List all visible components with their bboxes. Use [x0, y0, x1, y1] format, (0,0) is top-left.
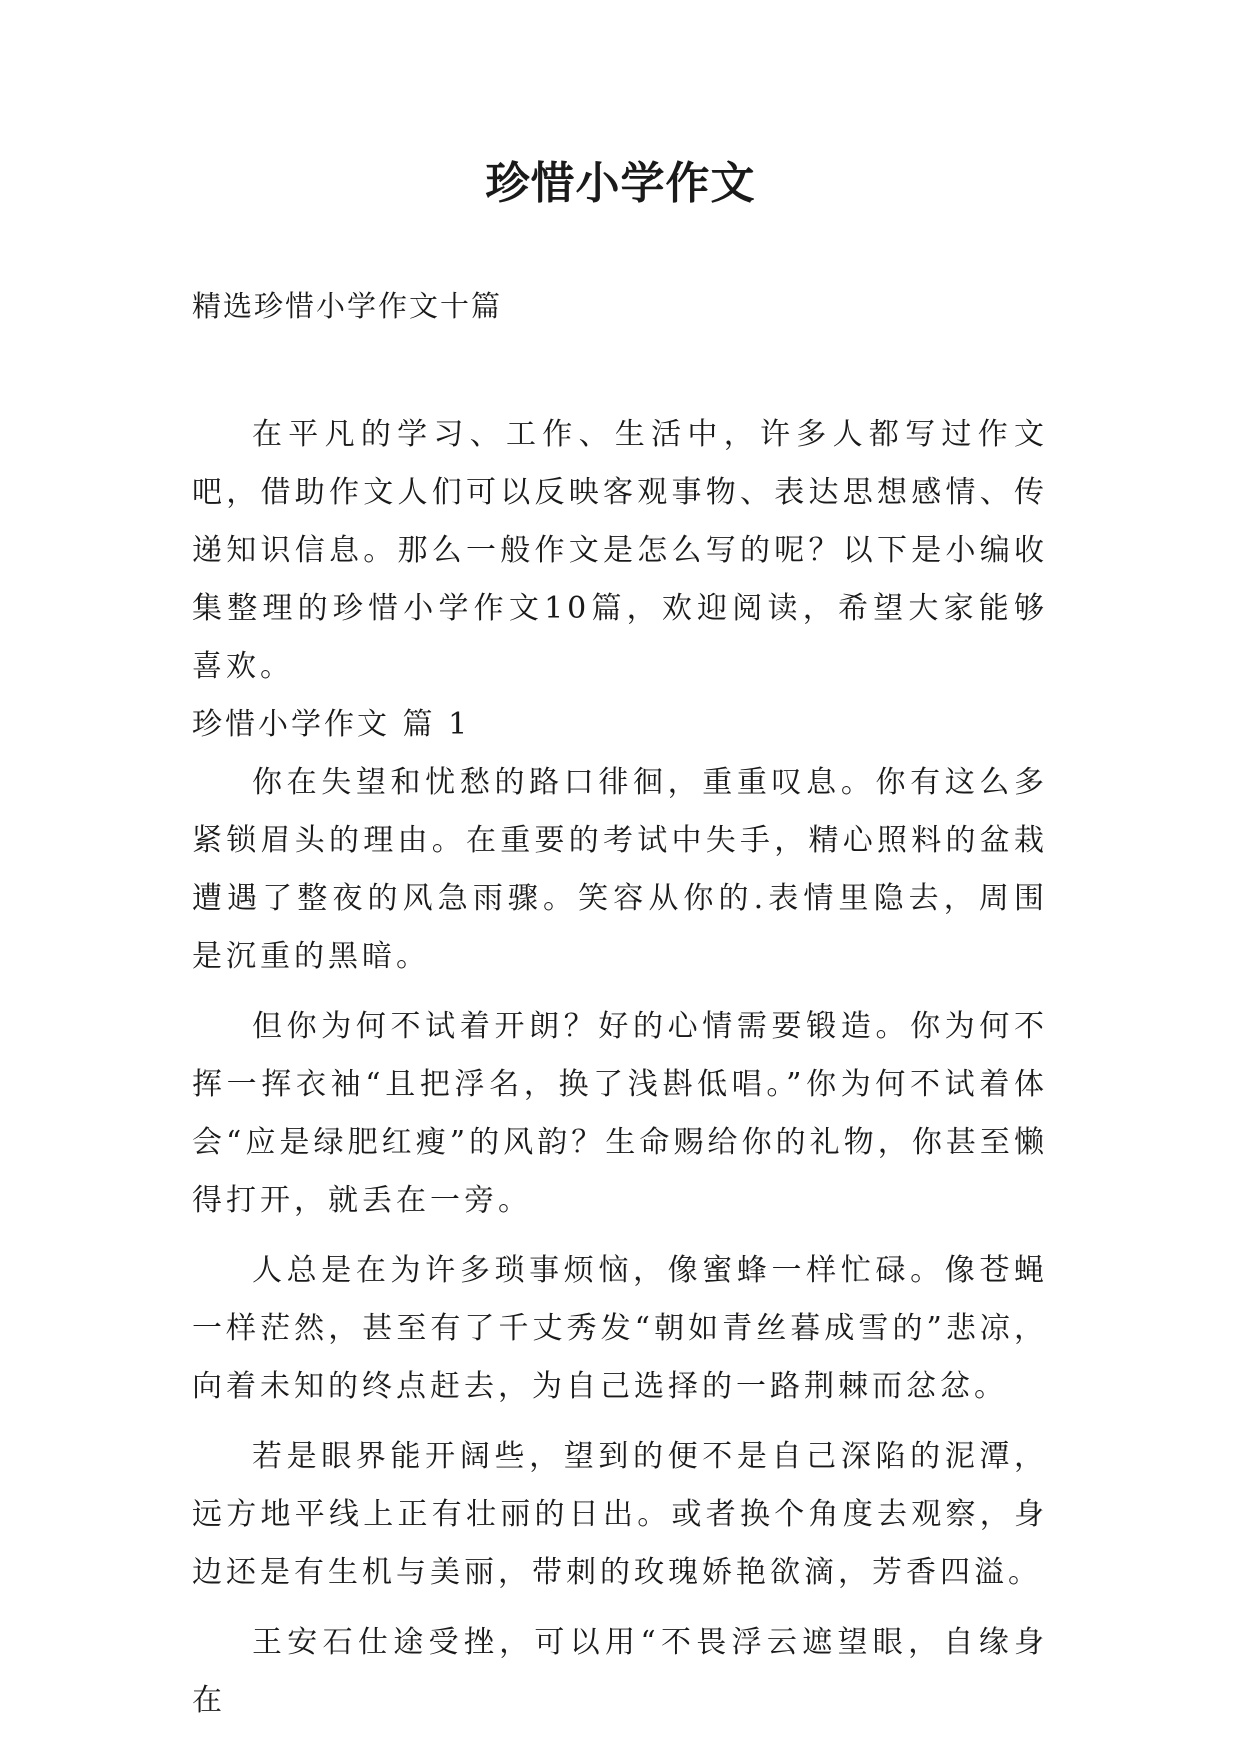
body-paragraph: 但你为何不试着开朗？好的心情需要锻造。你为何不挥一挥衣袖“且把浮名，换了浅斟低唱。”你为何不试着体会“应是绿肥红瘦”的风韵？生命赐给你的礼物，你甚至懒得打开，就丢在一旁。 [192, 1009, 1048, 1218]
document-body [192, 406, 1048, 1730]
document-title: 珍惜小学作文 [485, 158, 756, 209]
section-heading: 珍惜小学作文 篇 1 [192, 707, 471, 742]
body-paragraph: 人总是在为许多琐事烦恼，像蜜蜂一样忙碌。像苍蝇一样茫然，甚至有了千丈秀发“朝如青丝暮成雪的”悲凉，向着未知的终点赶去，为自己选择的一路荆棘而忿忿。 [192, 1253, 1048, 1404]
body-paragraph: 王安石仕途受挫，可以用“不畏浮云遮望眼，自缘身在 [192, 1625, 1048, 1718]
body-paragraph: 若是眼界能开阔些，望到的便不是自己深陷的泥潭，远方地平线上正有壮丽的日出。或者换个角度去观察，身边还是有生机与美丽，带刺的玫瑰娇艳欲滴，芳香四溢。 [192, 1439, 1048, 1590]
document-subtitle: 精选珍惜小学作文十篇 [192, 289, 503, 323]
intro-paragraph: 在平凡的学习、工作、生活中，许多人都写过作文吧，借助作文人们可以反映客观事物、表达思想感情、传递知识信息。那么一般作文是怎么写的呢？以下是小编收集整理的珍惜小学作文10篇，欢迎阅读，希望大家能够喜欢。 [192, 417, 1048, 684]
body-paragraph: 你在失望和忧愁的路口徘徊，重重叹息。你有这么多紧锁眉头的理由。在重要的考试中失手，精心照料的盆栽遭遇了整夜的风急雨骤。笑容从你的.表情里隐去，周围是沉重的黑暗。 [192, 765, 1048, 974]
